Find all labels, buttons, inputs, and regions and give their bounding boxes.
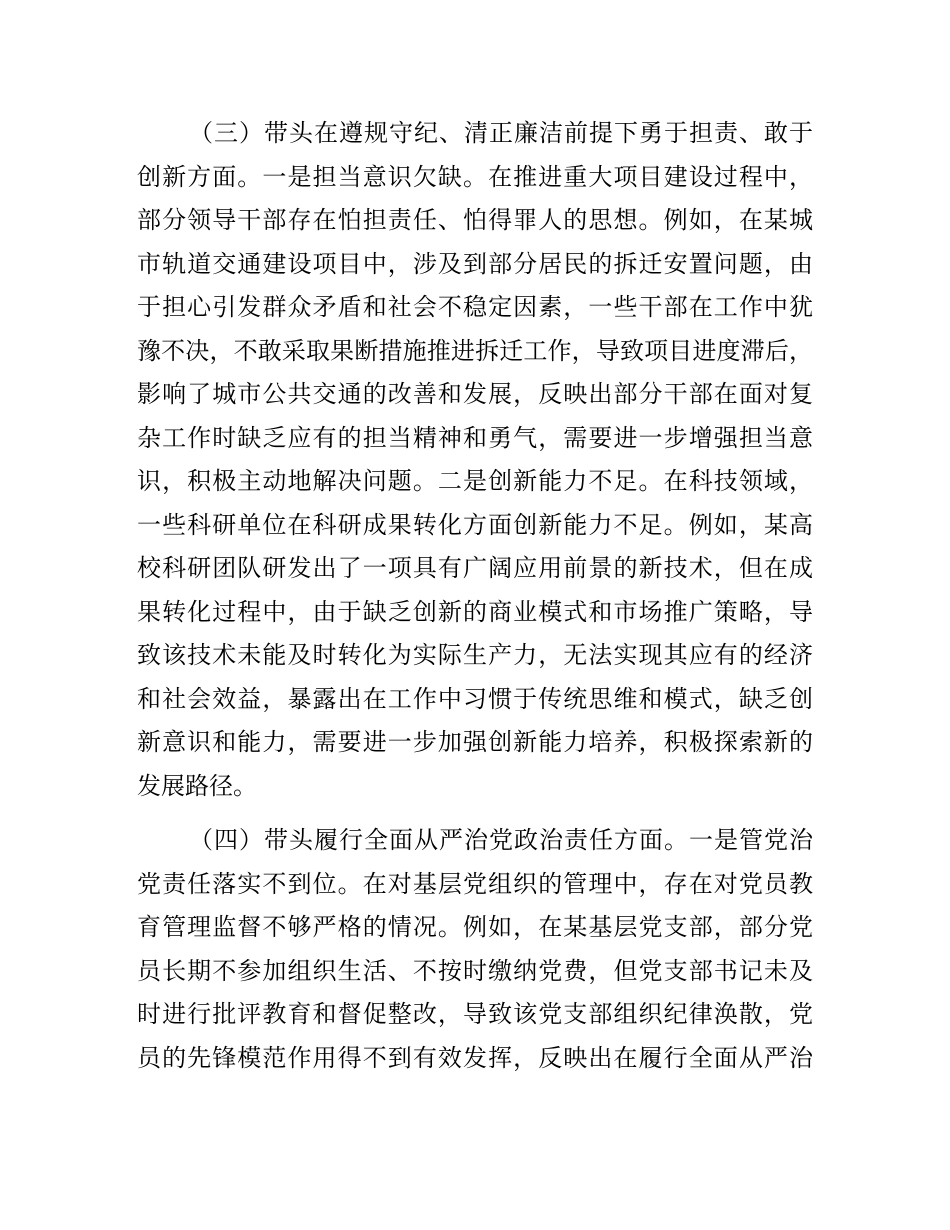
text-line: 影响了城市公共交通的改善和发展，反映出部分干部在面对复 [137,381,813,408]
text-line: 杂工作时缺乏应有的担当精神和勇气，需要进一步增强担当意 [137,424,813,452]
document-text-block [137,112,813,1080]
text-line: 育管理监督不够严格的情况。例如，在某基层党支部，部分党 [137,914,813,941]
text-line: 致该技术未能及时转化为实际生产力，无法实现其应有的经济 [137,642,813,669]
text-line: 创新方面。一是担当意识欠缺。在推进重大项目建设过程中， [137,163,813,191]
text-line: 校科研团队研发出了一项具有广阔应用前景的新技术，但在成 [137,555,813,582]
paragraph-section-3 [137,112,813,808]
text-line: 员长期不参加组织生活、不按时缴纳党费，但党支部书记未及 [137,957,813,985]
text-line: 市轨道交通建设项目中，涉及到部分居民的拆迁安置问题，由 [137,250,813,278]
text-line: 员的先锋模范作用得不到有效发挥，反映出在履行全面从严治 [137,1044,813,1072]
text-line: 于担心引发群众矛盾和社会不稳定因素，一些干部在工作中犹 [137,294,813,321]
text-line: 新意识和能力，需要进一步加强创新能力培养，积极探索新的 [137,729,813,756]
text-line: 部分领导干部存在怕担责任、怕得罪人的思想。例如，在某城 [137,207,813,234]
text-line: 党责任落实不到位。在对基层党组织的管理中，存在对党员教 [137,870,813,898]
text-line: 豫不决，不敢采取果断措施推进拆迁工作，导致项目进度滞后， [137,337,813,365]
text-line: 果转化过程中，由于缺乏创新的商业模式和市场推广策略，导 [137,598,813,626]
text-line: （三）带头在遵规守纪、清正廉洁前提下勇于担责、敢于 [189,120,813,147]
text-line: 识，积极主动地解决问题。二是创新能力不足。在科技领域， [137,468,813,495]
text-line: 发展路径。 [137,772,257,800]
text-line: 一些科研单位在科研成果转化方面创新能力不足。例如，某高 [137,511,813,539]
text-line: 时进行批评教育和督促整改，导致该党支部组织纪律涣散，党 [137,1001,813,1028]
text-line: （四）带头履行全面从严治党政治责任方面。一是管党治 [189,827,813,854]
paragraph-section-4 [137,819,813,1080]
text-line: 和社会效益，暴露出在工作中习惯于传统思维和模式，缺乏创 [137,685,813,713]
